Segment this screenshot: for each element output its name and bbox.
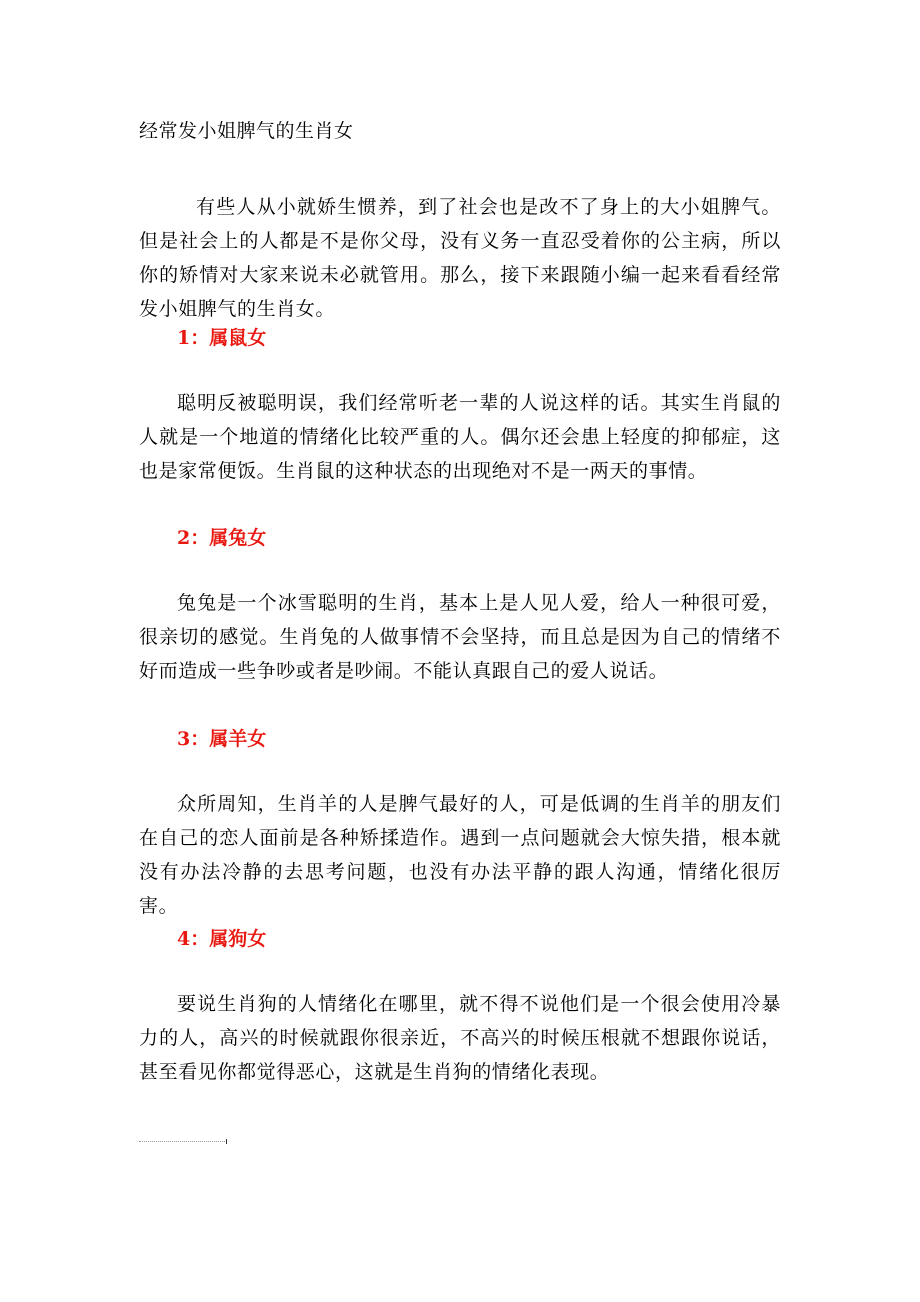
section-body-rat: 聪明反被聪明误，我们经常听老一辈的人说这样的话。其实生肖鼠的人就是一个地道的情绪化比较严重的人。偶尔还会患上轻度的抑郁症，这也是家常便饭。生肖鼠的这种状态的出现绝对不是一两天的事情。 — [139, 392, 781, 482]
section-heading-rabbit: 2：属兔女 — [177, 527, 267, 549]
section-body-rabbit: 兔兔是一个冰雪聪明的生肖，基本上是人见人爱，给人一种很可爱，很亲切的感觉。生肖兔的人做事情不会坚持，而且总是因为自己的情绪不好而造成一些争吵或者是吵闹。不能认真跟自己的爱人说话。 — [139, 592, 781, 682]
footnote-separator-tick — [226, 1139, 227, 1144]
footnote-separator — [139, 1141, 227, 1142]
section-heading-dog: 4：属狗女 — [177, 928, 267, 950]
section-body-goat: 众所周知，生肖羊的人是脾气最好的人，可是低调的生肖羊的朋友们在自己的恋人面前是各种矫揉造作。遇到一点问题就会大惊失措，根本就没有办法冷静的去思考问题，也没有办法平静的跟人沟通，情绪化很厉害。 — [139, 793, 781, 917]
section-body-dog: 要说生肖狗的人情绪化在哪里，就不得不说他们是一个很会使用冷暴力的人，高兴的时候就跟你很亲近，不高兴的时候压根就不想跟你说话，甚至看见你都觉得恶心，这就是生肖狗的情绪化表现。 — [139, 993, 781, 1083]
section-heading-goat: 3：属羊女 — [177, 728, 267, 750]
intro-paragraph: 有些人从小就娇生惯养，到了社会也是改不了身上的大小姐脾气。但是社会上的人都是不是你父母，没有义务一直忍受着你的公主病，所以你的矫情对大家来说未必就管用。那么，接下来跟随小编一起来看看经常发小姐脾气的生肖女。 — [139, 196, 781, 320]
document-title: 经常发小姐脾气的生肖女 — [139, 120, 354, 142]
section-heading-rat: 1：属鼠女 — [177, 327, 267, 349]
